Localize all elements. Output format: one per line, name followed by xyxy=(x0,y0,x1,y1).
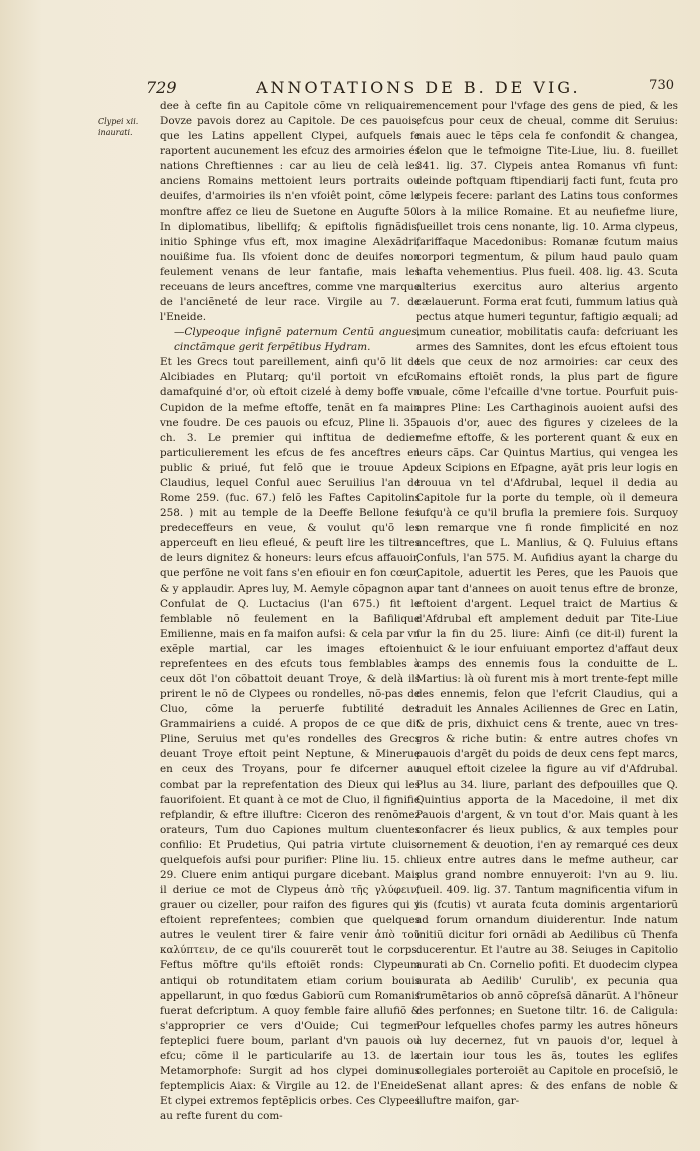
right-text-column xyxy=(416,99,678,1109)
verse-quotation: —Clypeoque infignẽ paternum Centũ angues, cinctãmque gerit ferpẽtibus Hydram. xyxy=(174,326,420,354)
left-text-column xyxy=(160,99,420,1124)
running-head xyxy=(146,78,674,100)
margin-note: Clypei xii. inaurati. xyxy=(98,117,139,137)
running-title: ANNOTATIONS DE B. DE VIG. xyxy=(256,78,581,97)
right-column-text: mencement pour l'vfage des gens de pied, & les efcus pour ceux de cheual, comme dit Seruius: mais auec le tẽps cela fe confondit & changea, felon que le tefmoigne Tite-Liue, liu. 8. fueillet 341. lig. 37. Clypeis antea Romanus vfi funt: deinde poftquam ftipendiarij facti funt, fcuta pro clypeis fecere: parlant des Latins tous conformes lors à la milice Romaine. Et au neufiefme liure, fueillet trois cens nonante, lig. 10. Arma clypeus, fariffaque Macedonibus: Romanæ fcutum maius corpori tegmentum, & pilum haud paulo quam hafta vehementius. Plus fueil. 408. lig. 43. Scuta alterius exercitus auro alterius argento cælauerunt. Forma erat fcuti, fummum latius quà pectus atque humeri teguntur, faftigio æquali; ad imum cuneatior, mobilitatis caufa: defcriuant les armes des Samnites, dont les efcus eftoient tous tels que ceux de noz armoiries: car ceux des Romains eftoiẽt ronds, la plus part de figure ouale, cõme l'efcaille d'vne tortue. Pourfuit puis-apres Pline: Les Carthaginois auoient aufsi des pauois d'or, auec des figures y cizelees de la mefme eftoffe, & les porterent quant & eux en leurs cãps. Car Quintus Martius, qui vengea les deux Scipions en Efpagne, ayãt pris leur logis en trouua vn tel d'Afdrubal, lequel il dedia au Capitole fur la porte du temple, où il demeura iufqu'à ce qu'il brufla la premiere fois. Surquoy on remarque vne fi ronde fimplicité en noz anceftres, que L. Manlius, & Q. Fuluius eftans Confuls, l'an 575. M. Aufidius ayant la charge du Capitole, aduertit les Peres, que les Pauois que par tant d'annees on auoit tenus eftre de bronze, eftoient d'argent. Lequel traict de Martius & d'Afdrubal eft amplement deduit par Tite-Liue fur la fin du 25. liure: Ainfi (ce dit-il) furent la nuict & le iour enfuiuant emportez d'affaut deux camps des ennemis fous la conduitte de L. Martius: là où furent mis à mort trente-fept mille des ennemis, felon que l'efcrit Claudius, qui a traduit les Annales Aciliennes de Grec en Latin, & de pris, dixhuict cens & trente, auec vn tres-gros & riche butin: & entre autres chofes vn pauois d'argẽt du poids de deux cens fept marcs, auquel eftoit cizelee la figure au vif d'Afdrubal. Plus au 34. liure, parlant des defpouilles que Q. Quintius apporta de la Macedoine, il met dix Pauois d'argent, & vn tout d'or. Mais quant à les confacrer és lieux publics, & aux temples pour ornement & deuotion, i'en ay remarqué ces deux lieux entre autres dans le mefme autheur, car plus grand nombre ennuyeroit: l'vn au 9. liu. fueil. 409. lig. 37. Tantum magnificentia vifum in iis (fcutis) vt aurata fcuta dominis argentariorũ ad forum ornandum diuiderentur. Inde natum initiũ dicitur fori ornãdi ab Aedilibus cũ Thenfa ducerentur. Et l'autre au 38. Seiuges in Capitolio aurati ab Cn. Cornelio pofiti. Et duodecim clypea aurata ab Aedilib' Curulib', ex pecunia qua frumẽtarios ob annõ cõpreſsã dãnarũt. A l'hõneur des perfonnes; en Suetone tiltr. 16. de Caligula: Pour lefquelles chofes parmy les autres hõneurs à luy decernez, fut vn pauois d'or, lequel à certain iour tous les ãs, toutes les eglifes collegiales porteroiẽt au Capitole en proceſsiõ, le Senat allant apres: & des enfans de noble & illuftre maifon, gar- xyxy=(416,100,678,1108)
right-page-number: 730 xyxy=(649,78,674,93)
left-column-text: dee à cefte fin au Capitole cõme vn reliquaire. Dovze pavois dorez au Capitole. De ces pauois, que les Latins appellent Clypei, aufquels fe raportent aucunement les efcuz des armoiries és nations Chreftiennes : car au lieu de celà les anciens Romains mettoient leurs portraits ou deuifes, d'armoiries ils n'en vfoiêt point, cõme le monftre affez ce lieu de Suetone en Augufte 50. In diplomatibus, libellifq; & epiftolis fignãdis, initio Sphinge vfus eft, mox imagine Alexãdri, nouißime fua. Ils vfoient donc de deuifes non feulement venans de leur fantafie, mais les receuans de leurs anceftres, comme vne marque de l'anciẽneté de leur race. Virgile au 7. de l'Eneide. xyxy=(160,100,420,324)
left-page-number: 729 xyxy=(146,78,177,97)
left-column-text-continued: Et les Grecs tout pareillement, ainfi qu'õ lit de Alcibiades en Plutarq; qu'il portoit vn efcu damafquiné d'or, où eftoit cizelé à demy boffe vn Cupidon de la mefme eftoffe, tenãt en fa main vne foudre. De ces pauois ou efcuz, Pline li. 35. ch. 3. Le premier qui inftitua de dedier particulierement les efcus de fes anceftres en public & priué, fut felõ que ie trouue Ap. Claudius, lequel Conful auec Seruilius l'an de Rome 259. (fuc. 67.) felõ les Faftes Capitolins 258. ) mit au temple de la Deeffe Bellone fes predeceffeurs en veue, & voulut qu'õ les apperceuft en lieu efleué, & peuft lire les tiltres de leurs dignitez & honeurs: leurs efcus affauoir, que perfõne ne voit fans s'en efiouir en fon cœur, & y applaudir. Apres luy, M. Aemyle cõpagnon au Confulat de Q. Luctacius (l'an 675.) fit le femblable nõ feulement en la Bafilique Emilienne, mais en fa maifon aufsi: & cela par vn exẽple martial, car les images eftoient reprefentees en des efcuts tous femblables à ceux dõt l'on cõbattoit deuant Troye, & delà ils prirent le nõ de Clypees ou rondelles, nõ-pas de Cluo, cõme la peruerfe fubtilité des Grammairiens a cuidé. A propos de ce que dit Pline, Seruius met qu'es rondelles des Grecs deuant Troye eftoit peint Neptune, & Minerue en ceux des Troyans, pour fe difcerner au combat par la reprefentation des Dieux qui les fauorifoient. Et quant à ce mot de Cluo, il fignifie refplandir, & eftre illuftre: Ciceron des renõmez orateurs, Tum duo Capiones multum cluentes confilio: Et Prudetius, Qui patria virtute cluis: quelquefois aufsi pour purifier: Pline liu. 15. ch. 29. Cluere enim antiqui purgare dicebant. Mais il deriue ce mot de Clypeus ἀπὸ τῆς γλύφειν, grauer ou cizeller, pour raifon des figures qui y eftoient reprefentees; combien que quelques autres le veulent tirer & faire venir ἀπὸ τοῦ καλύπτειν, de ce qu'ils couurerẽt tout le corps. Feftus mõftre qu'ils eftoiẽt ronds: Clypeum antiqui ob rotunditatem etiam corium bouis appellarunt, in quo fœdus Gabiorũ cum Romanis fuerat defcriptum. A quoy femble faire allufiõ & s'approprier ce vers d'Ouide; Cui tegmen fepteplici fuere boum, parlant d'vn pauois ou efcu; cõme il le particularife au 13. de la Metamorphofe: Surgit ad hos clypei dominus feptemplicis Aiax: & Virgile au 12. de l'Eneide: Et clypei extremos feptẽplicis orbes. Ces Clypees au refte furent du com- xyxy=(160,356,420,1123)
